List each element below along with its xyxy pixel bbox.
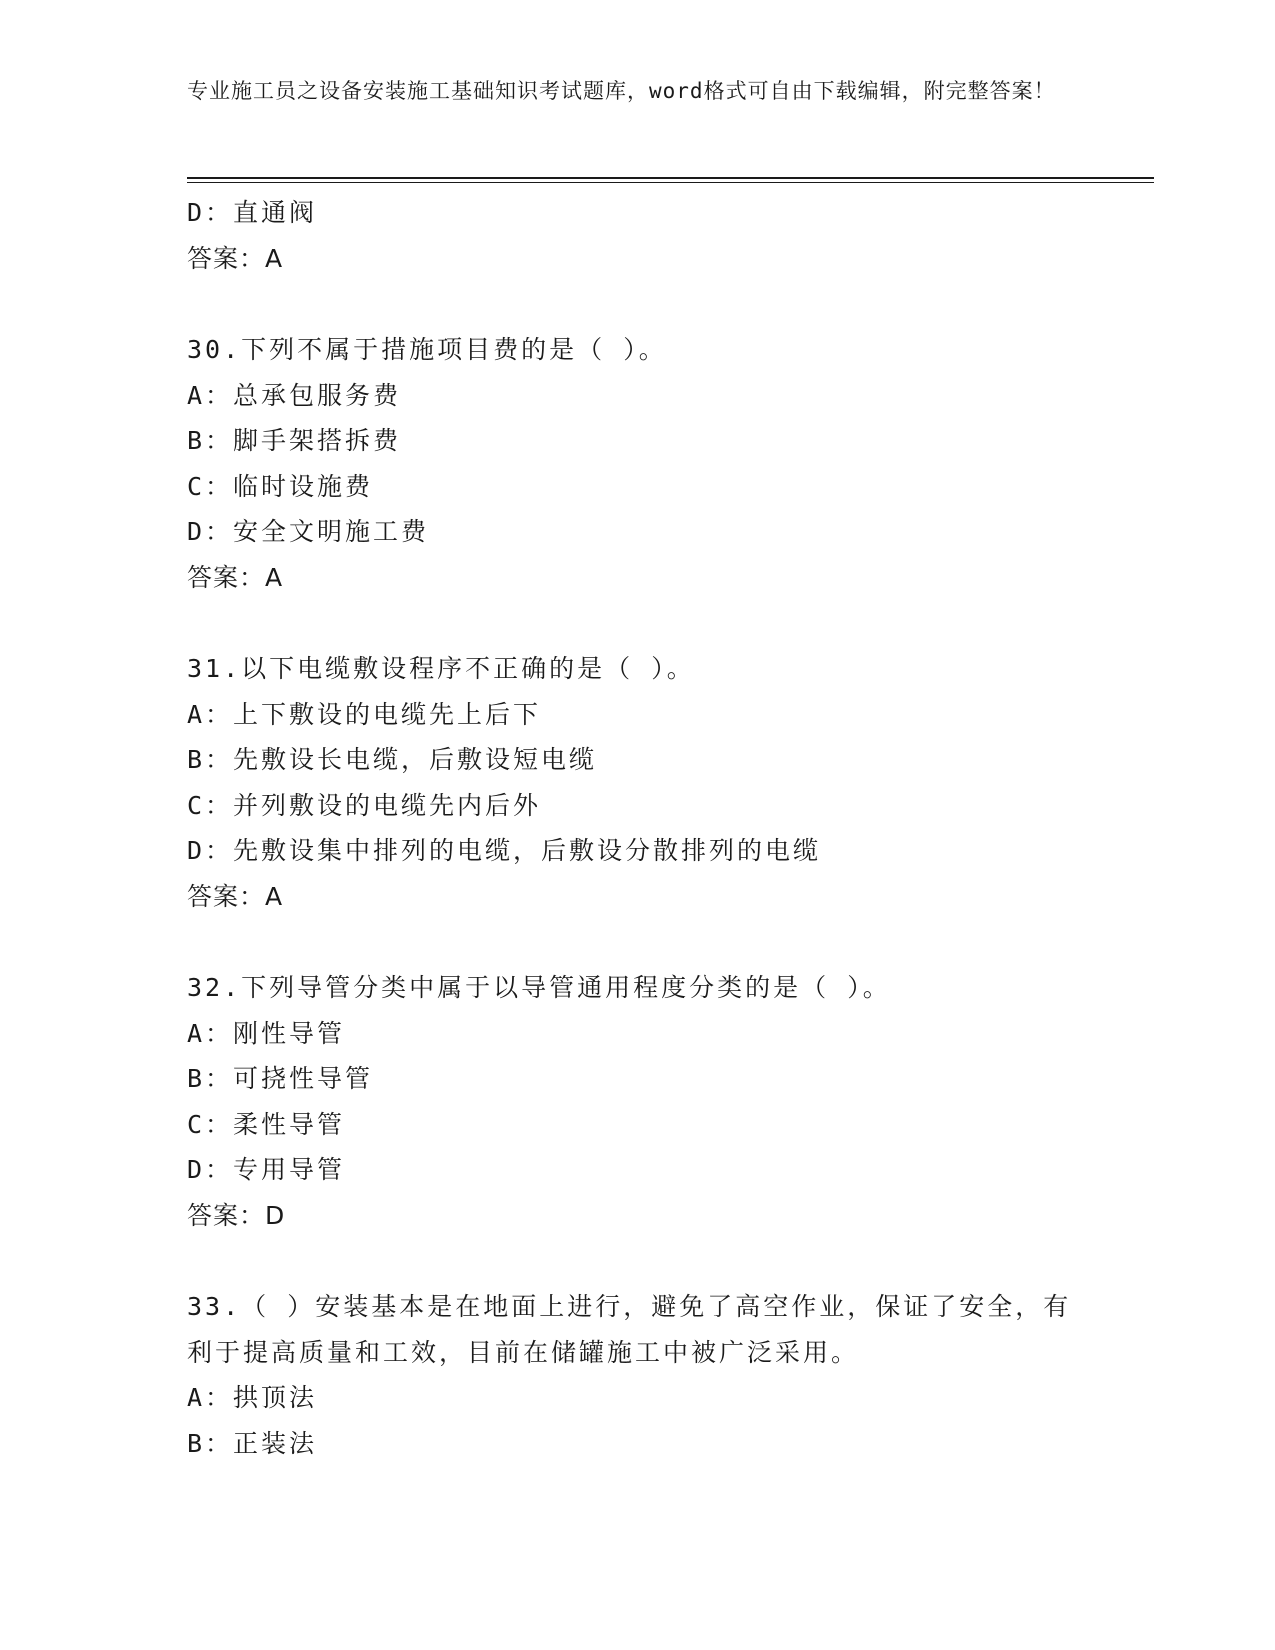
option-d: D：直通阀: [187, 198, 318, 227]
header-divider-thin: [187, 182, 1154, 183]
question-29-fragment: [187, 190, 1087, 281]
option-a: A：刚性导管: [187, 1018, 346, 1048]
answer-line: 答案：A: [187, 562, 284, 592]
answer-line: 答案：A: [187, 881, 284, 911]
answer-line: 答案：A: [187, 243, 284, 273]
question-33: [187, 1284, 1087, 1466]
option-d: D：先敷设集中排列的电缆，后敷设分散排列的电缆: [187, 836, 822, 865]
question-stem: 33.（ ）安装基本是在地面上进行，避免了高空作业，保证了安全，有利于提高质量和工效，目前在储罐施工中被广泛采用。: [187, 1292, 1072, 1367]
option-d: D：安全文明施工费: [187, 517, 430, 546]
page-header: 专业施工员之设备安装施工基础知识考试题库，word格式可自由下载编辑，附完整答案！: [187, 79, 1056, 103]
question-32: [187, 965, 1087, 1238]
question-stem: 31.以下电缆敷设程序不正确的是（ ）。: [187, 654, 695, 683]
option-b: B：先敷设长电缆，后敷设短电缆: [187, 745, 598, 774]
option-c: C：柔性导管: [187, 1109, 346, 1139]
spacer: [187, 1238, 1087, 1284]
option-b: B：可挠性导管: [187, 1064, 374, 1093]
spacer: [187, 919, 1087, 965]
question-list: [187, 190, 1087, 1466]
option-a: A：总承包服务费: [187, 380, 402, 410]
option-d: D：专用导管: [187, 1155, 346, 1184]
question-stem: 30.下列不属于措施项目费的是（ ）。: [187, 335, 667, 364]
option-c: C：临时设施费: [187, 471, 374, 501]
header-divider-thick: [187, 177, 1154, 179]
option-a: A：拱顶法: [187, 1383, 318, 1412]
spacer: [187, 600, 1087, 646]
answer-line: 答案：D: [187, 1200, 286, 1230]
question-stem: 32.下列导管分类中属于以导管通用程度分类的是（ ）。: [187, 973, 891, 1002]
option-b: B：正装法: [187, 1428, 318, 1458]
option-a: A：上下敷设的电缆先上后下: [187, 699, 542, 729]
question-30: [187, 327, 1087, 600]
question-31: [187, 646, 1087, 919]
option-b: B：脚手架搭拆费: [187, 426, 402, 455]
option-c: C：并列敷设的电缆先内后外: [187, 790, 542, 820]
spacer: [187, 281, 1087, 327]
